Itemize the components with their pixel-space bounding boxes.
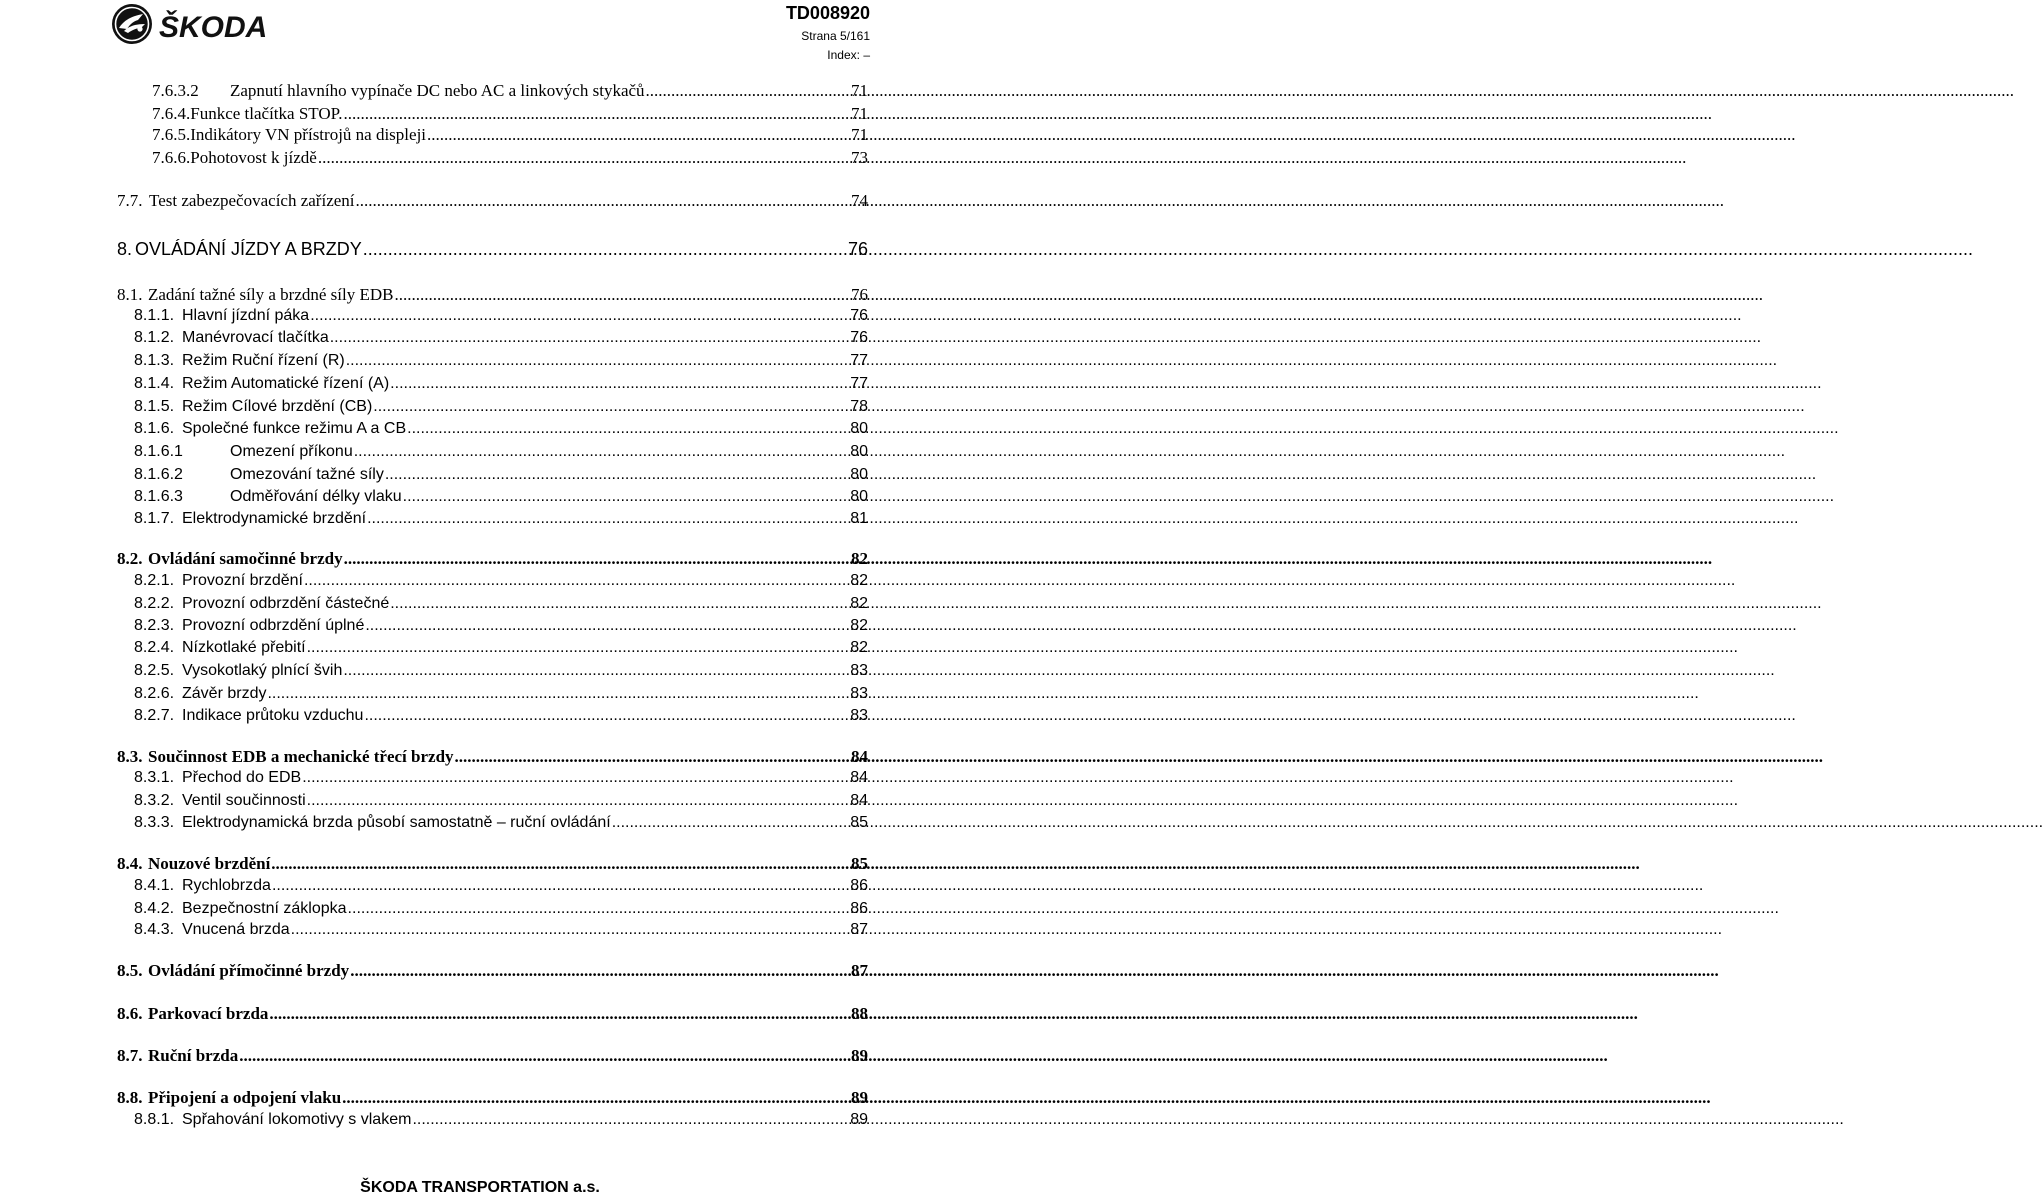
toc-entry-number: 8.1.6.1	[134, 443, 183, 460]
toc-entry-number: 8.6.	[117, 1004, 143, 1023]
toc-dot-leader	[239, 1045, 850, 1066]
toc-entry[interactable]	[134, 397, 868, 417]
toc-entry[interactable]	[134, 442, 868, 462]
toc-entry-page: 89	[850, 1111, 868, 1128]
toc-entry-text: Režim Cílové brzdění (CB)	[182, 398, 373, 415]
toc-entry-title	[134, 768, 301, 788]
toc-entry[interactable]	[117, 190, 868, 211]
toc-entry[interactable]	[134, 594, 868, 614]
toc-entry-page: 80	[850, 466, 868, 483]
toc-dot-leader	[342, 1087, 850, 1108]
toc-entry-page: 80	[850, 420, 868, 437]
toc-dot-leader	[343, 103, 850, 124]
toc-entry-page: 89	[851, 1088, 868, 1107]
toc-entry-text: Spřahování lokomotivy s vlakem	[182, 1111, 412, 1128]
toc-entry[interactable]	[134, 487, 868, 507]
toc-dot-leader	[412, 1110, 849, 1130]
toc-dot-leader	[307, 638, 850, 658]
page-footer	[0, 1178, 960, 1198]
toc-entry-title	[134, 594, 389, 614]
toc-entry[interactable]	[134, 876, 868, 896]
toc-entry-number: 8.3.2.	[134, 792, 175, 809]
toc-dot-leader	[407, 419, 849, 439]
toc-entry-page: 85	[850, 814, 868, 831]
toc-entry-page: 76	[850, 307, 868, 324]
toc-entry-page: 76	[851, 285, 868, 304]
toc-dot-leader	[348, 899, 850, 919]
toc-entry-number: 8.4.	[117, 854, 143, 873]
toc-entry-title	[117, 238, 362, 260]
toc-entry-number: 8.2.4.	[134, 639, 175, 656]
toc-entry-title	[134, 419, 406, 439]
toc-entry-number: 8.	[117, 239, 133, 259]
toc-entry-text: OVLÁDÁNÍ JÍZDY A BRZDY	[135, 239, 362, 259]
toc-entry-number: 8.2.7.	[134, 707, 175, 724]
toc-entry-title	[134, 661, 342, 681]
toc-dot-leader	[310, 306, 849, 326]
toc-entry-number: 8.1.	[117, 285, 143, 304]
toc-entry-page: 84	[851, 747, 868, 766]
toc-entry-number: 8.1.3.	[134, 352, 175, 369]
toc-entry-title	[134, 397, 372, 417]
toc-entry[interactable]	[117, 548, 868, 569]
toc-dot-leader	[344, 548, 850, 569]
toc-entry-title	[134, 571, 303, 591]
toc-entry-title	[134, 509, 366, 529]
toc-entry-number: 8.8.	[117, 1088, 143, 1107]
toc-entry-number: 8.3.1.	[134, 769, 175, 786]
toc-entry[interactable]	[117, 1003, 868, 1024]
toc-entry-text: Hlavní jízdní páka	[182, 307, 310, 324]
toc-dot-leader	[302, 768, 849, 788]
toc-entry-title	[117, 1087, 341, 1108]
toc-entry-title	[134, 465, 384, 485]
toc-dot-leader	[364, 706, 849, 726]
toc-entry-text: Zadání tažné síly a brzdné síly EDB	[148, 285, 394, 304]
toc-dot-leader	[646, 80, 850, 101]
toc-entry[interactable]	[134, 351, 868, 371]
toc-dot-leader	[304, 571, 849, 591]
toc-entry[interactable]	[134, 899, 868, 919]
toc-entry-number: 8.1.1.	[134, 307, 175, 324]
toc-dot-leader	[394, 284, 850, 305]
toc-entry[interactable]	[134, 638, 868, 658]
toc-entry-number: 8.2.5.	[134, 662, 175, 679]
toc-entry-text: Elektrodynamická brzda působí samostatně – ruční ovládání	[182, 814, 611, 831]
toc-entry[interactable]	[117, 853, 868, 874]
toc-entry-number: 8.8.1.	[134, 1111, 175, 1128]
toc-entry-page: 84	[850, 792, 868, 809]
toc-dot-leader	[427, 124, 850, 145]
toc-entry-text: Režim Ruční řízení (R)	[182, 352, 345, 369]
footer-company: ŠKODA TRANSPORTATION a.s.	[360, 1179, 600, 1196]
toc-entry-title	[117, 1045, 238, 1066]
toc-entry-number: 8.4.3.	[134, 921, 175, 938]
toc-entry[interactable]	[134, 684, 868, 704]
toc-entry-title	[134, 328, 329, 348]
toc-dot-leader	[307, 791, 850, 811]
toc-entry[interactable]	[117, 746, 868, 767]
toc-entry[interactable]	[134, 791, 868, 811]
toc-entry-text: Pohotovost k jízdě	[190, 148, 317, 167]
toc-entry[interactable]	[134, 306, 868, 326]
toc-entry-number: 8.7.	[117, 1046, 143, 1065]
toc-entry[interactable]	[134, 813, 868, 833]
toc-entry-page: 80	[850, 443, 868, 460]
toc-entry-page: 77	[850, 375, 868, 392]
toc-entry-number: 8.2.1.	[134, 572, 175, 589]
toc-entry-number: 8.1.6.3	[134, 488, 183, 505]
toc-entry-number: 7.6.5.	[152, 125, 191, 144]
toc-entry-number: 8.2.6.	[134, 685, 175, 702]
toc-entry[interactable]	[134, 1110, 868, 1130]
toc-dot-leader	[318, 147, 850, 168]
toc-entry-number: 8.1.6.	[134, 420, 175, 437]
toc-entry[interactable]	[152, 80, 868, 101]
toc-entry-number: 8.2.3.	[134, 617, 175, 634]
toc-dot-leader	[330, 328, 849, 348]
toc-entry-title	[134, 638, 306, 658]
toc-entry-page: 87	[851, 961, 868, 980]
toc-dot-leader	[403, 487, 850, 507]
toc-entry-page: 74	[851, 191, 868, 210]
toc-entry-title	[117, 190, 355, 211]
toc-dot-leader	[272, 876, 849, 896]
toc-entry[interactable]	[117, 960, 868, 981]
toc-entry[interactable]	[134, 768, 868, 788]
toc-entry[interactable]	[152, 124, 868, 145]
toc-entry[interactable]	[134, 571, 868, 591]
toc-entry[interactable]	[134, 920, 868, 940]
toc-entry-title	[134, 487, 402, 507]
toc-entry-page: 82	[850, 572, 868, 589]
toc-entry-text: Provozní odbrzdění částečné	[182, 595, 390, 612]
toc-entry[interactable]	[134, 706, 868, 726]
toc-dot-leader	[354, 442, 849, 462]
toc-entry-page: 80	[850, 488, 868, 505]
toc-dot-leader	[390, 594, 849, 614]
toc-entry-title	[134, 684, 266, 704]
toc-entry-number: 8.1.2.	[134, 329, 175, 346]
toc-entry-title	[152, 124, 426, 145]
toc-entry-page: 82	[850, 639, 868, 656]
toc-entry-number: 8.1.6.2	[134, 466, 183, 483]
toc-entry-text: Nouzové brzdění	[148, 854, 271, 873]
toc-dot-leader	[269, 1003, 850, 1024]
toc-entry-page: 85	[851, 854, 868, 873]
toc-dot-leader	[363, 238, 847, 260]
toc-entry-page: 83	[850, 685, 868, 702]
toc-entry-text: Indikátory VN přístrojů na displeji	[190, 125, 427, 144]
toc-entry-text: Odměřování délky vlaku	[230, 488, 402, 505]
toc-entry-title	[134, 306, 309, 326]
toc-entry-title	[134, 920, 290, 940]
toc-entry-number: 8.1.4.	[134, 375, 175, 392]
toc-entry-text: Omezování tažné síly	[230, 466, 384, 483]
toc-entry-text: Test zabezpečovacích zařízení	[149, 191, 355, 210]
toc-entry-number: 8.3.3.	[134, 814, 175, 831]
toc-entry-page: 83	[850, 662, 868, 679]
toc-entry-title	[117, 746, 454, 767]
toc-entry-title	[134, 1110, 411, 1130]
toc-entry-number: 8.1.7.	[134, 510, 175, 527]
toc-entry-page: 88	[851, 1004, 868, 1023]
toc-entry-text: Manévrovací tlačítka	[182, 329, 329, 346]
toc-entry-text: Společné funkce režimu A a CB	[182, 420, 407, 437]
toc-entry-text: Režim Automatické řízení (A)	[182, 375, 390, 392]
toc-entry-page: 82	[851, 549, 868, 568]
toc-entry[interactable]	[117, 1087, 868, 1108]
toc-entry-text: Závěr brzdy	[182, 685, 267, 702]
toc-entry-number: 7.6.6.	[152, 148, 191, 167]
brand-wordmark: ŠKODA	[159, 11, 268, 44]
toc-dot-leader	[271, 853, 850, 874]
toc-entry-page: 86	[850, 900, 868, 917]
toc-entry-text: Ovládání přímočinné brzdy	[148, 961, 350, 980]
toc-entry[interactable]	[134, 616, 868, 636]
toc-entry-title	[134, 374, 389, 394]
toc-entry-text: Omezení příkonu	[230, 443, 353, 460]
toc-dot-leader	[267, 684, 849, 704]
toc-entry-text: Vnucená brzda	[182, 921, 290, 938]
toc-entry-text: Zapnutí hlavního vypínače DC nebo AC a linkových stykačů	[230, 81, 645, 100]
toc-entry[interactable]	[117, 1045, 868, 1066]
toc-entry-page: 81	[850, 510, 868, 527]
toc-entry-page: 73	[851, 148, 868, 167]
toc-entry[interactable]	[117, 284, 868, 305]
page-number-label: Strana 5/161	[801, 29, 870, 43]
toc-entry-number: 7.6.3.2	[152, 81, 199, 100]
toc-entry-page: 86	[850, 877, 868, 894]
toc-entry[interactable]	[134, 328, 868, 348]
toc-entry-number: 7.6.4.	[152, 104, 191, 123]
toc-entry-text: Indikace průtoku vzduchu	[182, 707, 364, 724]
index-label: Index: –	[827, 48, 870, 62]
toc-entry-title	[152, 80, 645, 101]
toc-entry-page: 78	[850, 398, 868, 415]
toc-entry-title	[117, 960, 349, 981]
toc-entry-title	[117, 548, 343, 569]
toc-entry-page: 82	[850, 617, 868, 634]
toc-entry-text: Součinnost EDB a mechanické třecí brzdy	[148, 747, 454, 766]
toc-entry-text: Vysokotlaký plnící švih	[182, 662, 343, 679]
toc-entry-title	[117, 284, 393, 305]
toc-entry-page: 77	[850, 352, 868, 369]
toc-entry-text: Ventil součinnosti	[182, 792, 306, 809]
toc-entry-text: Provozní brzdění	[182, 572, 303, 589]
toc-entry-page: 82	[850, 595, 868, 612]
toc-entry-text: Ruční brzda	[148, 1046, 239, 1065]
toc-dot-leader	[350, 960, 850, 981]
toc-entry-page: 84	[850, 769, 868, 786]
toc-entry-title	[134, 706, 363, 726]
toc-entry-text: Bezpečnostní záklopka	[182, 900, 347, 917]
toc-entry[interactable]	[134, 509, 868, 529]
toc-entry-title	[134, 876, 271, 896]
toc-entry-page: 71	[851, 81, 868, 100]
toc-entry-text: Parkovací brzda	[148, 1004, 269, 1023]
toc-entry-page: 83	[850, 707, 868, 724]
toc-entry-page: 71	[851, 104, 868, 123]
toc-entry-page: 76	[847, 239, 868, 259]
toc-entry-text: Ovládání samočinné brzdy	[148, 549, 343, 568]
toc-entry-text: Rychlobrzda	[182, 877, 271, 894]
toc-dot-leader	[612, 813, 850, 833]
toc-entry-number: 8.5.	[117, 961, 143, 980]
toc-entry-text: Přechod do EDB	[182, 769, 302, 786]
toc-entry-text: Připojení a odpojení vlaku	[148, 1088, 342, 1107]
toc-entry-text: Elektrodynamické brzdění	[182, 510, 367, 527]
toc-entry[interactable]	[134, 465, 868, 485]
toc-entry-page: 87	[850, 921, 868, 938]
toc-entry-text: Provozní odbrzdění úplné	[182, 617, 365, 634]
toc-entry-page: 89	[851, 1046, 868, 1065]
toc-entry-page: 71	[851, 125, 868, 144]
toc-entry-title	[117, 853, 270, 874]
toc-entry[interactable]	[134, 419, 868, 439]
toc-dot-leader	[356, 190, 850, 211]
toc-entry-page: 76	[850, 329, 868, 346]
toc-entry-title	[134, 791, 306, 811]
toc-dot-leader	[343, 661, 849, 681]
toc-entry[interactable]	[117, 238, 868, 260]
toc-entry-title	[134, 813, 611, 833]
toc-entry-number: 8.2.	[117, 549, 143, 568]
toc-dot-leader	[385, 465, 849, 485]
toc-dot-leader	[373, 397, 849, 417]
toc-entry-text: Funkce tlačítka STOP.	[190, 104, 343, 123]
toc-entry-number: 8.4.1.	[134, 877, 175, 894]
toc-entry-number: 8.4.2.	[134, 900, 175, 917]
table-of-contents	[0, 0, 960, 1199]
toc-dot-leader	[365, 616, 849, 636]
document-id: TD008920	[785, 3, 870, 23]
toc-entry[interactable]	[134, 374, 868, 394]
toc-entry-title	[117, 1003, 268, 1024]
toc-dot-leader	[291, 920, 850, 940]
toc-dot-leader	[367, 509, 849, 529]
toc-entry-title	[152, 147, 317, 168]
toc-entry[interactable]	[152, 147, 868, 168]
toc-entry[interactable]	[152, 103, 868, 124]
toc-entry-title	[134, 899, 347, 919]
toc-entry[interactable]	[134, 661, 868, 681]
toc-entry-title	[134, 442, 353, 462]
toc-dot-leader	[390, 374, 849, 394]
toc-entry-text: Nízkotlaké přebití	[182, 639, 306, 656]
toc-entry-number: 8.2.2.	[134, 595, 175, 612]
toc-entry-number: 8.1.5.	[134, 398, 175, 415]
toc-entry-title	[152, 103, 342, 124]
toc-dot-leader	[346, 351, 850, 371]
toc-entry-number: 8.3.	[117, 747, 143, 766]
toc-dot-leader	[455, 746, 850, 767]
toc-entry-title	[134, 351, 345, 371]
toc-entry-title	[134, 616, 364, 636]
toc-entry-number: 7.7.	[117, 191, 143, 210]
